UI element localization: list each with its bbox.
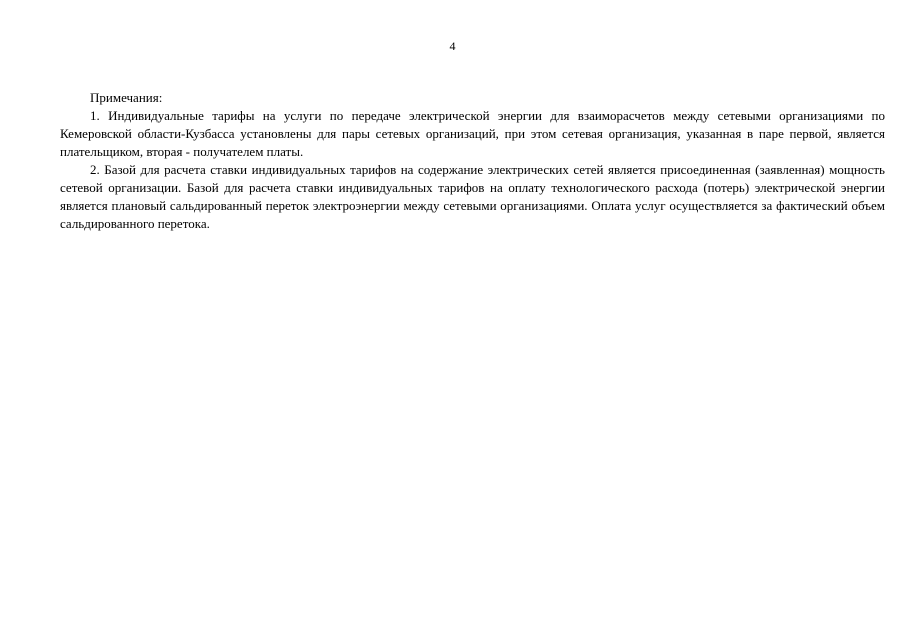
note-item-1: 1. Индивидуальные тарифы на услуги по передаче электрической энергии для взаиморасчетов между сетевыми организациями по Кемеровской области-Кузбасса установлены для пары сетевых организаций, при этом сетевая организация, указанная в паре первой, является плательщиком, вторая - получателем платы. <box>60 108 885 159</box>
notes-heading: Примечания: <box>90 90 163 105</box>
page-number: 4 <box>449 39 456 53</box>
note-item-2: 2. Базой для расчета ставки индивидуальных тарифов на содержание электрических сетей является присоединенная (заявленная) мощность сетевой организации. Базой для расчета ставки индивидуальных тарифов на оплату технологического расхода (потерь) электрической энергии является плановый сальдированный переток электроэнергии между сетевыми организациями. Оплата услуг осуществляется за фактический объем сальдированного перетока. <box>60 162 885 231</box>
notes-section <box>60 89 885 233</box>
